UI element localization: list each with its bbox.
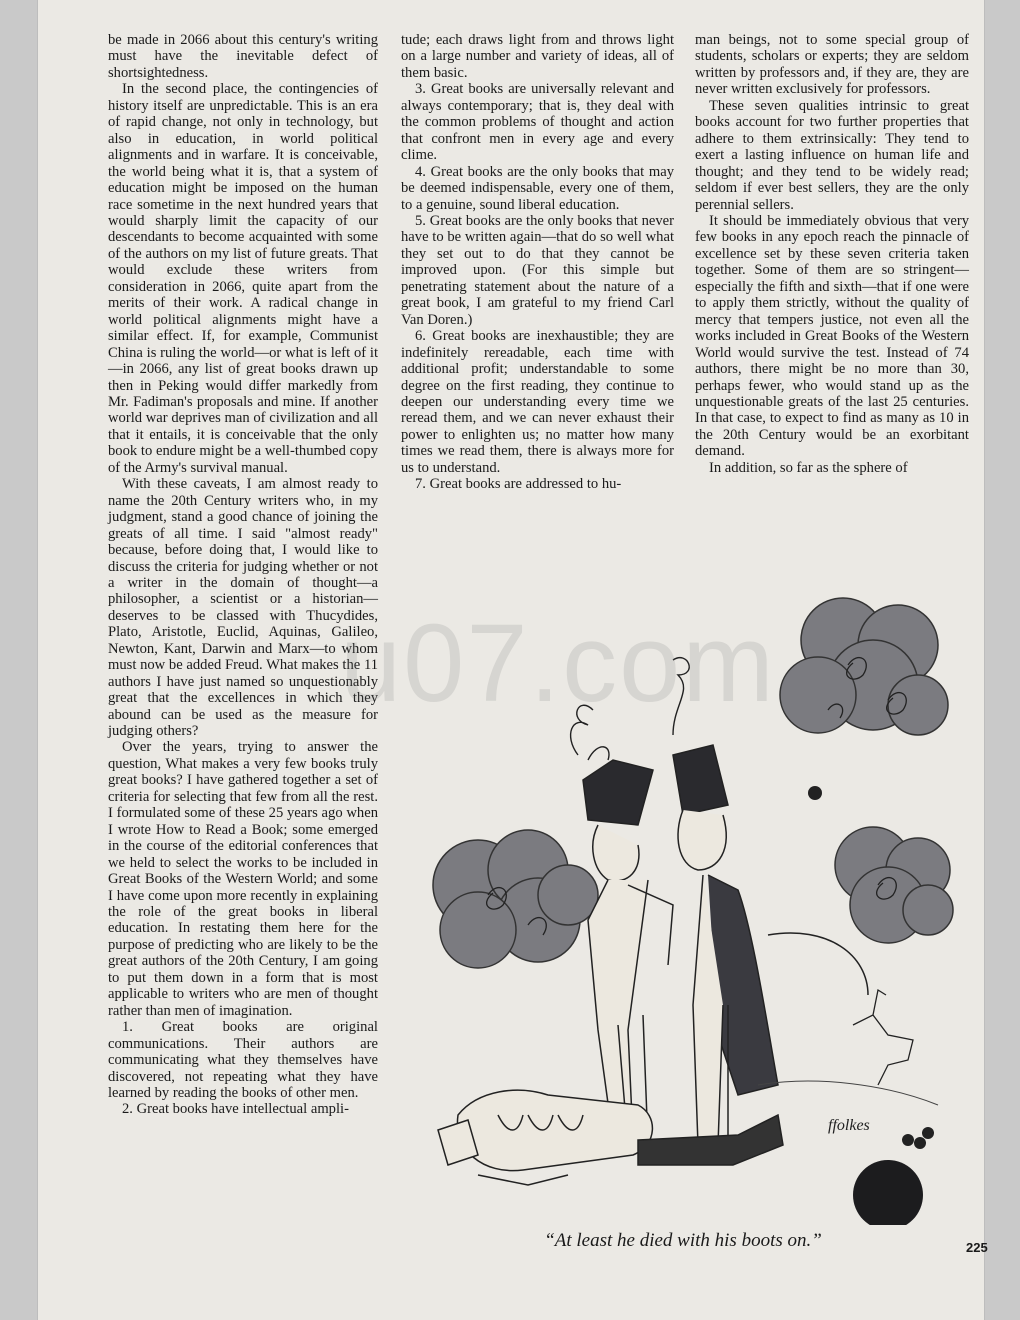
cartoon-caption: “At least he died with his boots on.”: [544, 1230, 822, 1251]
artist-signature: ffolkes: [828, 1117, 870, 1134]
paragraph: 1. Great books are original communications. Their authors are communicating what they themselves have discovered, not repeating what they have learned by reading the books of other men.: [108, 1019, 378, 1101]
text-column-3: [695, 32, 969, 476]
paragraph: tude; each draws light from and throws light on a large number and variety of ideas, all of them basic.: [401, 32, 674, 81]
left-soldier-figure: [583, 760, 673, 1145]
cannonball-large-icon: [853, 1160, 923, 1225]
cartoon-illustration: [418, 585, 973, 1225]
cannonball-small-icon: [902, 1134, 914, 1146]
paragraph: 6. Great books are inexhaustible; they are indefinitely rereadable, each time with additional profit; understandable to some degree on the first reading, they continue to deepen our understanding every time we reread them, and we can never exhaust their power to enlighten us; no matter how many times we read them, there is always more for us to understand.: [401, 328, 674, 476]
magazine-page: [38, 0, 988, 1320]
fallen-soldier-figure: [438, 1090, 783, 1185]
page-number: 225: [966, 1240, 988, 1255]
paragraph: 2. Great books have intellectual ampli-: [122, 1101, 349, 1118]
right-soldier-figure: [673, 745, 868, 1145]
text-column-1: [108, 32, 378, 1118]
smoke-cloud-left: [433, 830, 598, 968]
paragraph: It should be immediately obvious that very few books in any epoch reach the pinnacle of excellence set by these seven criteria taken together. Some of them are so stringent—especially the fifth and sixth—that if one were to apply them strictly, without the quality of mercy that tempers justice, not even all the works included in Great Books of the Western World would survive the test. Instead of 74 authors, there might be no more than 30, perhaps fewer, who would stand up as the unquestionable greats of the last 25 centuries. In that case, to expect to find as many as 10 in the 20th Century would be an exorbitant demand.: [695, 212, 969, 460]
horseman-figure: [853, 990, 913, 1085]
paragraph: These seven qualities intrinsic to great books account for two further properties that adhere to them extrinsically: They tend to exert a lasting influence on human life and thought; and they tend to be widely read; seldom if ever best sellers, they are the only perennial sellers.: [695, 97, 969, 213]
text-column-2: [401, 32, 674, 493]
paragraph: man beings, not to some special group of students, scholars or experts; they are seldom written by professors and, if they are, they are never written exclusively for professors.: [695, 32, 969, 98]
cannonball-flying-icon: [808, 786, 822, 800]
paragraph: 5. Great books are the only books that never have to be written again—that do so well what they set out to do that they cannot be improved upon. (For this simple but penetrating statement about the nature of a great book, I am grateful to my friend Carl Van Doren.): [401, 212, 674, 328]
smoke-cloud-top-right: [780, 598, 948, 735]
smoke-cloud-right: [835, 827, 953, 943]
paragraph: 7. Great books are addressed to hu-: [415, 476, 622, 493]
paragraph: be made in 2066 about this century's writing must have the inevitable defect of shortsightedness.: [108, 32, 378, 81]
paragraph: In addition, so far as the sphere of: [709, 459, 908, 476]
paragraph: 3. Great books are universally relevant and always contemporary; that is, they deal with the common problems of thought and action that confront men in every age and every clime.: [401, 81, 674, 164]
paragraph: 4. Great books are the only books that may be deemed indispensable, every one of them, to a genuine, sound liberal education.: [401, 163, 674, 213]
paragraph: With these caveats, I am almost ready to name the 20th Century writers who, in my judgment, stand a good chance of joining the greats of all time. I said "almost ready" because, before doing that, I would like to discuss the criteria for judging whether or not a writer in the domain of thought—a philosopher, a scientist or a historian—deserves to be classed with Thucydides, Plato, Aristotle, Euclid, Aquinas, Galileo, Newton, Kant, Darwin and Marx—to whom must now be added Freud. What makes the 11 authors I have just named so unquestionably great that the excellences in which they abound can be used as the measure for judging others?: [108, 476, 378, 740]
paragraph: Over the years, trying to answer the question, What makes a very few books truly great books? I have gathered together a set of criteria for selecting that few from all the rest. I formulated some of these 25 years ago when I wrote How to Read a Book; some emerged in the course of the editorial conferences that we held to select the works to be included in Great Books of the Western World; and some I have come upon more recently in explaining the role of the great books in liberal education. In restating them here for the purpose of predicting who are likely to be the great authors of the 20th Century, I am going to put them down in a form that is most applicable to writers who are men of thought rather than men of imagination.: [108, 739, 378, 1019]
paragraph: In the second place, the contingencies of history itself are unpredictable. This is an era of rapid change, not only in technology, but also in education, in world political alignments and in warfare. It is conceivable, the world being what it is, that a system of education might be imposed on the human race sometime in the next hundred years that would sharply limit the capacity of our descendants to become acquainted with some of the authors on my list of future greats. That would exclude these writers from consideration in 2066, quite apart from the merits of their work. A radical change in world political alignments might have a similar effect. If, for example, Communist China is ruling the world—or what is left of it—in 2066, any list of great books drawn up then in Peking would differ markedly from Mr. Fadiman's proposals and mine. If another world war deprives man of civilization and all that it entails, it is conceivable that the only book to endure might be a well-thumbed copy of the Army's survival manual.: [108, 81, 378, 476]
